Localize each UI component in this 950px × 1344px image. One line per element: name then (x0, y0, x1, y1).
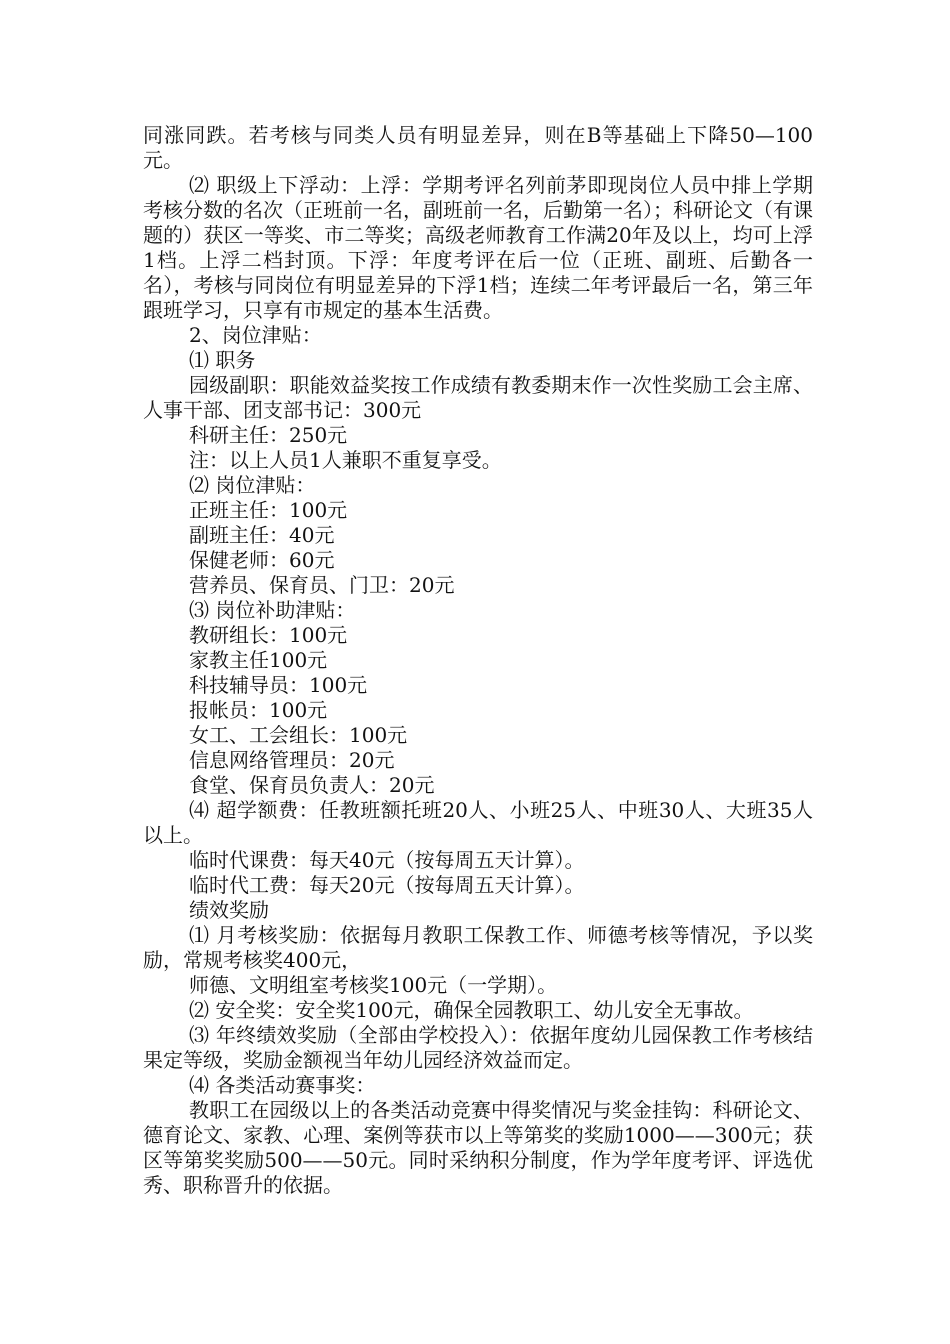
line-health-teacher: 保健老师：60元 (189, 548, 335, 572)
line-union-leader: 女工、工会组长：100元 (189, 723, 408, 747)
paragraph-overload-fee: ⑷ 超学额费：任教班额托班20人、小班25人、中班30人、大班35人以上。 (143, 798, 813, 847)
paragraph-rank-float: ⑵ 职级上下浮动：上浮：学期考评名列前茅即现岗位人员中排上学期考核分数的名次（正班前一名，副班前一名，后勤第一名）；科研论文（有课题的）获区一等奖、市二等奖；高级老师教育工作满20年及以上，均可上浮1档。上浮二档封顶。下浮：年度考评在后一位（正班、副班、后勤各一名），考核与同岗位有明显差异的下浮1档；连续二年考评最后一名，第三年跟班学习，只享有市规定的基本生活费。 (143, 173, 813, 322)
document-body (143, 123, 813, 1198)
line-substitute-work: 临时代工费：每天20元（按每周五天计算）。 (189, 873, 585, 897)
paragraph-annual-reward: ⑶ 年终绩效奖励（全部由学校投入）：依据年度幼儿园保教工作考核结果定等级，奖励金额视当年幼儿园经济效益而定。 (143, 1023, 813, 1072)
subheading-competition-reward: ⑷ 各类活动赛事奖： (189, 1073, 376, 1097)
subheading-subsidy: ⑶ 岗位补助津贴： (189, 598, 356, 622)
line-teaching-leader: 教研组长：100元 (189, 623, 348, 647)
line-assistant-teacher: 副班主任：40元 (189, 523, 335, 547)
subheading-post-allowance: ⑵ 岗位津贴： (189, 473, 316, 497)
paragraph-monthly-reward: ⑴ 月考核奖励：依据每月教职工保教工作、师德考核等情况，予以奖励，常规考核奖400元， (143, 923, 813, 972)
heading-post-allowance: 2、岗位津贴： (189, 323, 322, 347)
paragraph-competition-detail: 教职工在园级以上的各类活动竞赛中得奖情况与奖金挂钩：科研论文、德育论文、家教、心理、案例等获市以上等第奖的奖励1000——300元；获区等第奖奖励500——50元。同时采纳积分制度，作为学年度考评、评选优秀、职称晋升的依据。 (143, 1098, 813, 1197)
line-tech-tutor: 科技辅导员：100元 (189, 673, 368, 697)
line-accountant: 报帐员：100元 (189, 698, 328, 722)
line-head-teacher: 正班主任：100元 (189, 498, 348, 522)
paragraph-deputy-director: 园级副职：职能效益奖按工作成绩有教委期末作一次性奖励工会主席、人事干部、团支部书记：300元 (143, 373, 813, 422)
line-ethics-reward: 师德、文明组室考核奖100元（一学期）。 (189, 973, 558, 997)
heading-performance-reward: 绩效奖励 (189, 898, 269, 922)
line-family-education: 家教主任100元 (189, 648, 328, 672)
line-research-director: 科研主任：250元 (189, 423, 348, 447)
line-substitute-class: 临时代课费：每天40元（按每周五天计算）。 (189, 848, 585, 872)
paragraph-safety-reward: ⑵ 安全奖：安全奖100元，确保全园教职工、幼儿安全无事故。 (189, 998, 754, 1022)
paragraph-continuation: 同涨同跌。若考核与同类人员有明显差异，则在B等基础上下降50—100元。 (143, 123, 813, 172)
line-network-admin: 信息网络管理员：20元 (189, 748, 395, 772)
line-note: 注：以上人员1人兼职不重复享受。 (189, 448, 502, 472)
line-canteen-leader: 食堂、保育员负责人：20元 (189, 773, 435, 797)
line-support-staff: 营养员、保育员、门卫：20元 (189, 573, 455, 597)
subheading-duty: ⑴ 职务 (189, 348, 256, 372)
